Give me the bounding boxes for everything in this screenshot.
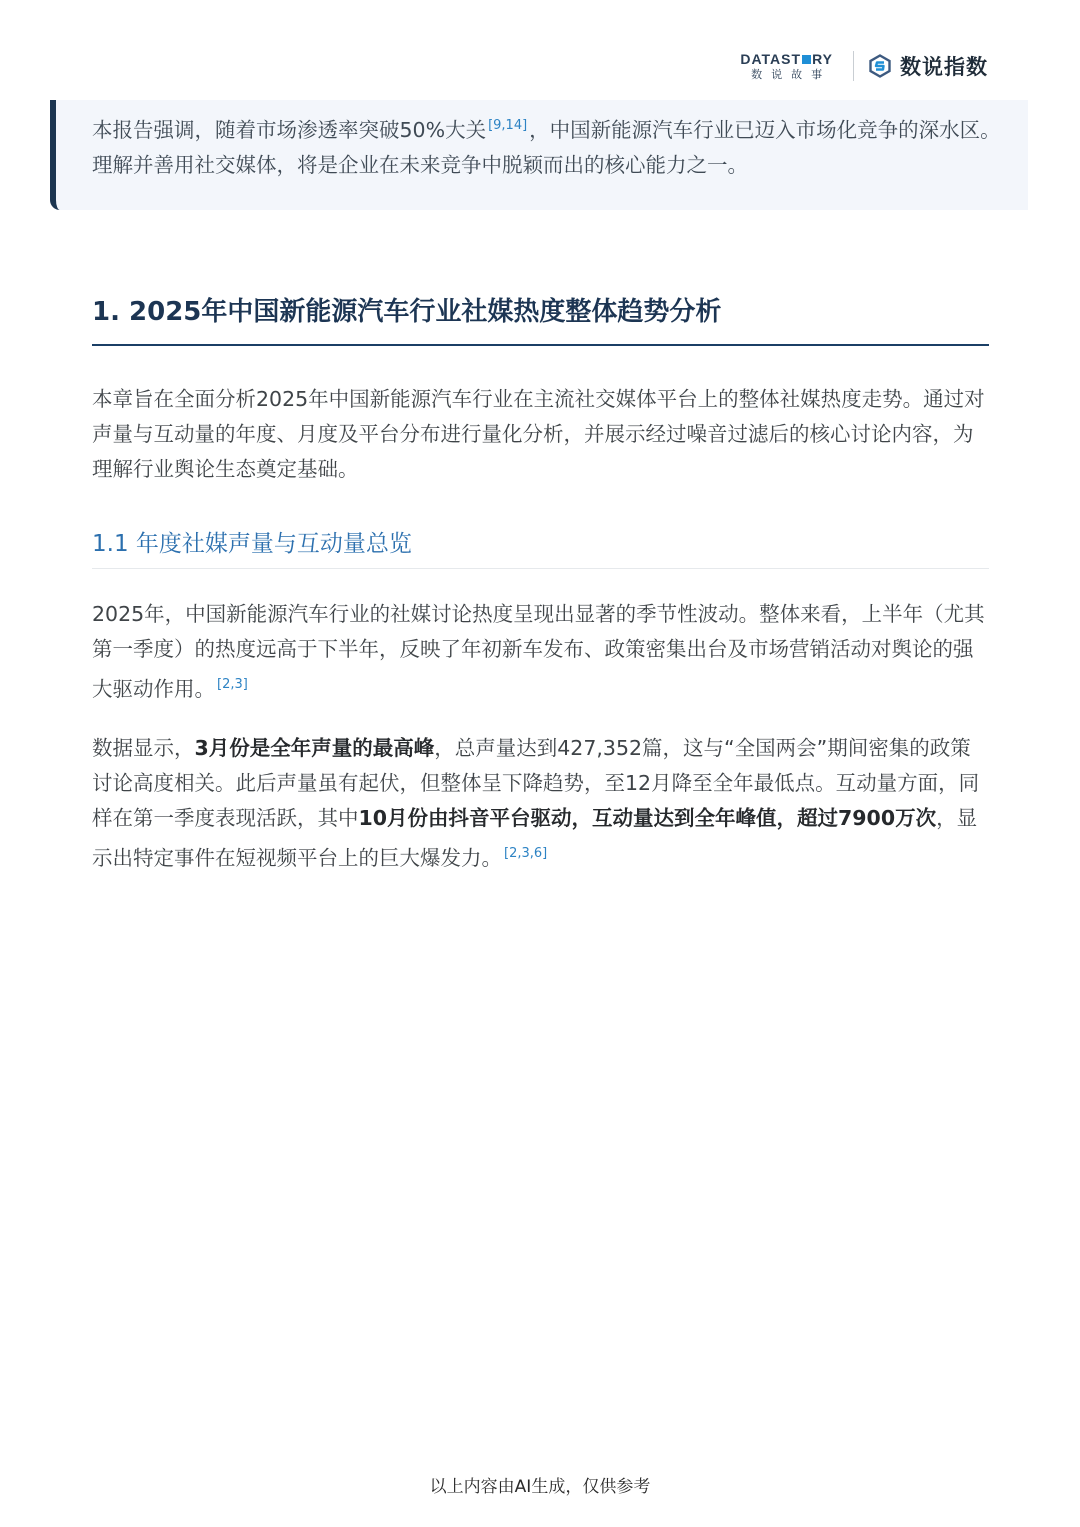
summary-callout [50,100,1028,210]
brand-name: 数说指数 [900,55,988,79]
callout-text: 本报告强调，随着市场渗透率突破50%大关 [9,14]，中国新能源汽车行业已迈入市场化竞争的深水区。理解并善用社交媒体，将是企业在未来竞争中脱颖而出的核心能力之一。 [92,118,1001,177]
ai-disclaimer: 以上内容由AI生成，仅供参考 [429,1477,651,1497]
subsection-title: 1.1 年度社媒声量与互动量总览 [92,531,412,557]
page-header [740,46,988,86]
citation-link[interactable]: [2,3,6] [504,846,548,861]
section-title: 1. 2025年中国新能源汽车行业社媒热度整体趋势分析 [92,297,722,327]
highlight-peak-interaction: 10月份由抖音平台驱动，互动量达到全年峰值，超过7900万次 [358,806,937,830]
citation-link[interactable]: [9,14] [488,118,528,133]
datastory-logo: DATAST RY 数说故事 [740,50,833,81]
paragraph-data: 数据显示，3月份是全年声量的最高峰，总声量达到427,352篇，这与“全国两会”期间密集的政策讨论高度相关。此后声量虽有起伏，但整体呈下降趋势，至12月降至全年最低点。互动量方面，同样在第一季度表现活跃，其中10月份由抖音平台驱动，互动量达到全年峰值，超过7900万次，显示出特定事件在短视频平台上的巨大爆发力。 [2,3,6] [92,736,980,870]
section-title-rule [92,344,989,346]
highlight-peak-volume: 3月份是全年声量的最高峰 [194,736,435,760]
logo-square-icon [802,55,811,64]
header-divider [853,51,854,81]
citation-link[interactable]: [2,3] [217,677,248,692]
brand-logo-icon [868,54,892,78]
datastory-cn-text: 数说故事 [751,67,832,81]
section-intro: 本章旨在全面分析2025年中国新能源汽车行业在主流社交媒体平台上的整体社媒热度走势。通过对声量与互动量的年度、月度及平台分布进行量化分析，并展示经过噪音过滤后的核心讨论内容，为理解行业舆论生态奠定基础。 [92,387,985,481]
paragraph-trend: 2025年，中国新能源汽车行业的社媒讨论热度呈现出显著的季节性波动。整体来看，上半年（尤其第一季度）的热度远高于下半年，反映了年初新车发布、政策密集出台及市场营销活动对舆论的强大驱动作用。 [2,3] [92,602,985,701]
subsection-title-rule [92,568,989,569]
